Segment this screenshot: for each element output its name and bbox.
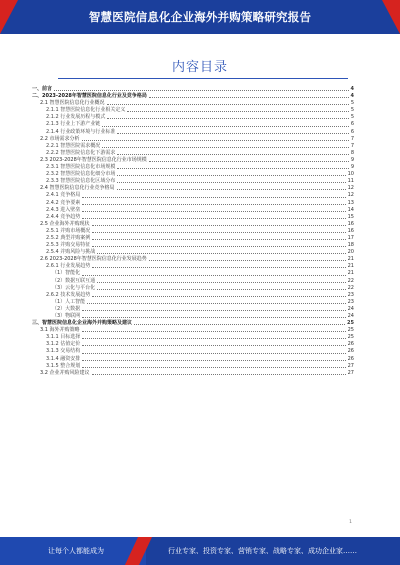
toc-entry-page: 24 <box>347 305 354 312</box>
footer-banner <box>0 537 400 565</box>
toc-entry-text: 2.3.2 智慧医院信息化细分市场 <box>46 171 116 178</box>
toc-entry-page: 8 <box>350 149 354 156</box>
toc-entry-text: 二、2023-2028年智慧医院信息化行业及竞争格局 <box>32 93 147 100</box>
toc-entry-text: 2.5.1 并购市场概况 <box>46 227 91 234</box>
toc-leader-dots <box>54 90 349 91</box>
toc-leader-dots <box>82 140 349 141</box>
toc-entry-page: 14 <box>347 206 354 213</box>
toc-entry-text: 2.4.3 进入壁垒 <box>46 206 81 213</box>
toc-leader-dots <box>117 168 348 169</box>
toc-entry-page: 24 <box>347 313 354 319</box>
toc-entry-text: 2.6 2023-2028年智慧医院信息化行业发展趋势 <box>40 256 147 263</box>
toc-leader-dots <box>97 289 345 290</box>
toc-leader-dots <box>127 111 348 112</box>
toc-entry-text: 3.1.1 目标选择 <box>46 334 81 341</box>
toc-entry[interactable] <box>32 327 354 334</box>
toc-leader-dots <box>82 353 345 354</box>
toc-leader-dots <box>92 232 345 233</box>
toc-leader-dots <box>82 331 346 332</box>
toc-divider <box>58 78 348 79</box>
toc-leader-dots <box>92 239 345 240</box>
toc-heading: 内容目录 <box>171 60 228 75</box>
toc-entry-text: 2.6.2 技术发展趋势 <box>46 291 91 298</box>
toc-leader-dots <box>107 104 349 105</box>
toc-leader-dots <box>107 118 348 119</box>
toc-entry-page: 25 <box>347 320 354 327</box>
toc-entry-text: （3）物联网 <box>52 313 81 319</box>
toc-entry-page: 20 <box>347 249 354 256</box>
toc-entry-text: 2.2 市场需求分析 <box>40 135 80 142</box>
toc-entry-text: 一、前言 <box>32 86 53 92</box>
toc-entry[interactable] <box>32 299 354 306</box>
toc-leader-dots <box>97 282 345 283</box>
toc-entry-text: （2）数据互联互通 <box>52 277 96 284</box>
toc-entry-text: （3）云化与平台化 <box>52 284 96 291</box>
toc-leader-dots <box>82 317 345 318</box>
toc-entry[interactable] <box>32 157 354 164</box>
toc-leader-dots <box>149 161 349 162</box>
toc-leader-dots <box>92 267 345 268</box>
toc-entry[interactable] <box>32 363 354 370</box>
toc-entry[interactable] <box>32 185 354 192</box>
toc-leader-dots <box>92 296 345 297</box>
toc-entry-text: 3.1.2 估值定价 <box>46 341 81 348</box>
toc-entry-text: 2.3.1 智慧医院信息化市场规模 <box>46 164 116 171</box>
toc-leader-dots <box>92 374 346 375</box>
toc-entry-page: 7 <box>350 135 354 142</box>
toc-leader-dots <box>87 303 345 304</box>
header-banner <box>0 0 400 34</box>
toc-entry[interactable] <box>32 207 354 214</box>
toc-entry-page: 25 <box>347 327 354 334</box>
toc-entry-page: 22 <box>347 284 354 291</box>
toc-entry[interactable] <box>32 306 354 313</box>
toc-leader-dots <box>82 310 345 311</box>
toc-entry-text: （1）智能化 <box>52 270 81 277</box>
toc-entry[interactable] <box>32 200 354 207</box>
toc-leader-dots <box>102 147 349 148</box>
toc-entry-page: 26 <box>347 348 354 355</box>
toc-entry-text: 2.3.3 智慧医院信息化区域分布 <box>46 178 116 185</box>
toc-entry[interactable] <box>32 320 354 327</box>
toc-entry-page: 13 <box>347 199 354 206</box>
toc-entry-text: 三、智慧医院信息化企业海外并购策略及建议 <box>32 320 133 327</box>
toc-entry-text: 2.5.2 典型并购案例 <box>46 234 91 241</box>
toc-leader-dots <box>82 197 345 198</box>
toc-entry-page: 11 <box>347 178 354 185</box>
toc-entry[interactable] <box>32 228 354 235</box>
toc-entry-page: 10 <box>347 171 354 178</box>
toc-entry-page: 4 <box>350 86 354 92</box>
page-number: 1 <box>349 520 352 525</box>
toc-leader-dots <box>82 367 345 368</box>
toc-entry[interactable] <box>32 356 354 363</box>
report-title: 智慧医院信息化企业海外并购策略研究报告 <box>88 10 312 24</box>
toc-leader-dots <box>117 133 348 134</box>
toc-entry-text: （1）人工智能 <box>52 298 86 305</box>
toc-leader-dots <box>82 338 345 339</box>
toc-entry[interactable] <box>32 121 354 128</box>
toc-entry-page: 9 <box>350 156 354 163</box>
toc-entry-page: 5 <box>350 100 354 107</box>
toc-entry-page: 18 <box>347 242 354 249</box>
toc-entry-page: 6 <box>350 121 354 128</box>
toc-entry-page: 22 <box>347 277 354 284</box>
toc-entry-text: 2.4.4 竞争趋势 <box>46 213 81 220</box>
toc-entry[interactable] <box>32 221 354 228</box>
toc-leader-dots <box>82 275 345 276</box>
toc-leader-dots <box>134 324 345 325</box>
toc-entry[interactable] <box>32 270 354 277</box>
toc-entry[interactable] <box>32 136 354 143</box>
toc-entry-page: 23 <box>347 298 354 305</box>
toc-entry-page: 5 <box>350 114 354 121</box>
toc-entry-page: 25 <box>347 334 354 341</box>
toc-entry-page: 23 <box>347 291 354 298</box>
toc-entry-page: 15 <box>347 213 354 220</box>
toc-entry[interactable] <box>32 292 354 299</box>
toc-leader-dots <box>117 175 345 176</box>
toc-entry[interactable] <box>32 263 354 270</box>
toc-leader-dots <box>92 246 345 247</box>
toc-leader-dots <box>102 126 349 127</box>
toc-entry-page: 16 <box>347 227 354 234</box>
toc-entry[interactable] <box>32 370 354 377</box>
table-of-contents <box>32 86 354 377</box>
toc-entry-page: 27 <box>347 362 354 369</box>
toc-entry-text: 2.2.1 智慧医院需求概况 <box>46 142 101 149</box>
toc-entry[interactable] <box>32 348 354 355</box>
toc-entry-text: 2.1.2 行业发展历程与模式 <box>46 114 106 121</box>
toc-entry-page: 16 <box>347 220 354 227</box>
toc-leader-dots <box>82 218 345 219</box>
toc-entry-page: 21 <box>347 263 354 270</box>
toc-entry[interactable] <box>32 150 354 157</box>
toc-entry-text: 2.4.2 竞争要素 <box>46 199 81 206</box>
toc-entry[interactable] <box>32 278 354 285</box>
toc-entry-text: 2.4 智慧医院信息化行业竞争格局 <box>40 185 115 192</box>
toc-entry-text: 3.2 企业并购风险建议 <box>40 369 90 376</box>
footer-slogan-left: 让每个人都能成为 <box>48 547 104 555</box>
toc-entry[interactable] <box>32 129 354 136</box>
toc-entry-page: 27 <box>347 369 354 376</box>
toc-entry-page: 4 <box>350 93 354 100</box>
toc-leader-dots <box>117 154 348 155</box>
toc-leader-dots <box>149 260 346 261</box>
footer-slogan-right: 行业专家、投资专家、营销专家、战略专家、成功企业家…… <box>168 547 357 555</box>
toc-entry[interactable] <box>32 341 354 348</box>
toc-entry-text: 2.5.3 并购交易特征 <box>46 242 91 249</box>
toc-leader-dots <box>149 97 349 98</box>
toc-entry-page: 7 <box>350 142 354 149</box>
toc-entry-page: 17 <box>347 234 354 241</box>
toc-entry-page: 21 <box>347 270 354 277</box>
toc-entry-text: 2.1.4 行业政策环境与行业标准 <box>46 128 116 135</box>
toc-entry-text: 3.1.3 交易结构 <box>46 348 81 355</box>
toc-leader-dots <box>82 211 345 212</box>
toc-leader-dots <box>82 345 345 346</box>
toc-entry-text: 3.1 海外并购策略 <box>40 327 80 334</box>
toc-entry-text: 3.1.5 整合规划 <box>46 362 81 369</box>
toc-entry-text: 2.1 智慧医院信息化行业概况 <box>40 100 105 107</box>
toc-entry-text: 2.4.1 竞争格局 <box>46 192 81 199</box>
toc-entry[interactable] <box>32 192 354 199</box>
toc-entry-text: 2.1.3 行业上下游产业链 <box>46 121 101 128</box>
toc-entry[interactable] <box>32 143 354 150</box>
toc-entry-page: 12 <box>347 185 354 192</box>
toc-leader-dots <box>82 204 345 205</box>
toc-leader-dots <box>97 253 345 254</box>
toc-entry-page: 21 <box>347 256 354 263</box>
toc-entry-page: 5 <box>350 107 354 114</box>
toc-entry-page: 6 <box>350 128 354 135</box>
toc-entry-page: 26 <box>347 355 354 362</box>
toc-entry[interactable] <box>32 285 354 292</box>
toc-entry[interactable] <box>32 214 354 221</box>
toc-leader-dots <box>117 182 345 183</box>
toc-leader-dots <box>92 225 346 226</box>
toc-entry-text: 3.1.4 融资安排 <box>46 355 81 362</box>
toc-entry-text: 2.6.1 行业发展趋势 <box>46 263 91 270</box>
toc-leader-dots <box>117 189 346 190</box>
toc-entry[interactable] <box>32 235 354 242</box>
toc-entry-text: 2.5.4 并购风险与挑战 <box>46 249 96 256</box>
toc-entry-page: 12 <box>347 192 354 199</box>
toc-entry-page: 26 <box>347 341 354 348</box>
toc-entry-text: 2.2.2 智慧医院信息化下游需求 <box>46 149 116 156</box>
toc-entry-text: 2.1.1 智慧医院信息化行业相关定义 <box>46 107 126 114</box>
toc-entry[interactable] <box>32 334 354 341</box>
toc-entry-page: 9 <box>350 164 354 171</box>
toc-entry-text: 2.3 2023-2028年智慧医院信息化行业市场规模 <box>40 156 147 163</box>
toc-entry-text: 2.5 企业海外并购现状 <box>40 220 90 227</box>
toc-entry-text: （2）大数据 <box>52 305 81 312</box>
toc-leader-dots <box>82 360 345 361</box>
